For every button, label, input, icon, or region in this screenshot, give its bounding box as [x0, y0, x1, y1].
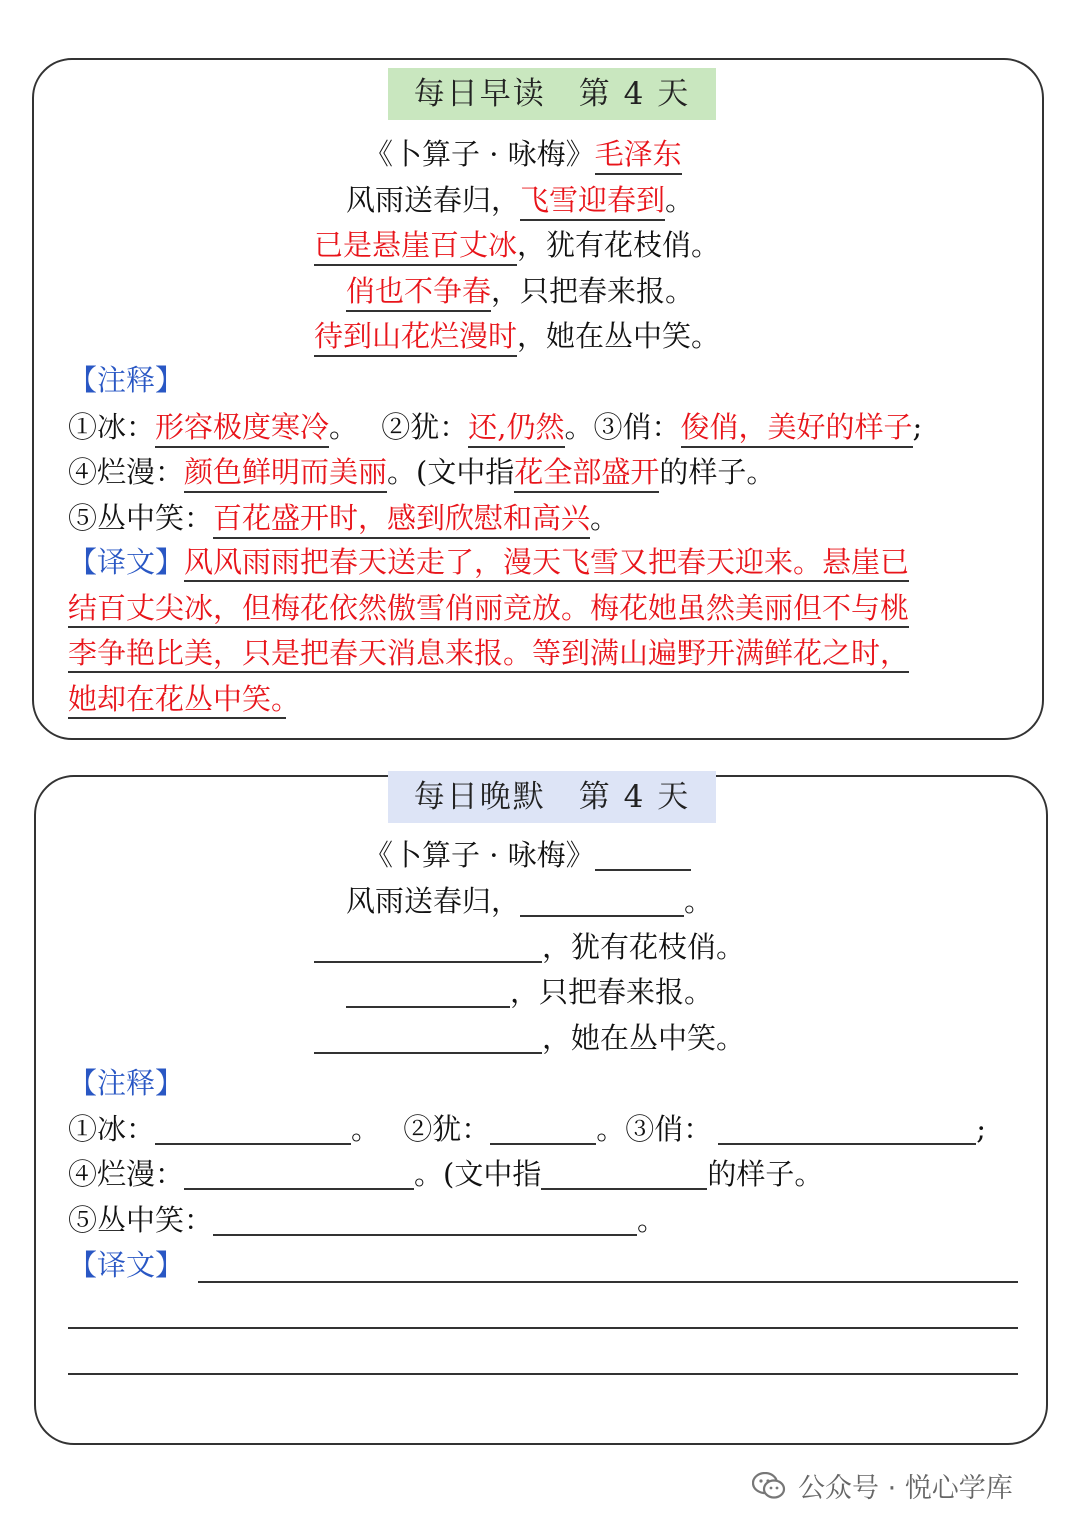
morning-reading-card [32, 58, 1044, 740]
fill-blank[interactable] [314, 933, 542, 963]
poem-line-1: 风雨送春归， 。 [346, 884, 714, 918]
fill-blank[interactable] [184, 1160, 414, 1190]
answer: 形容极度寒冷 [155, 410, 329, 448]
translation-line: 风风雨雨把春天送走了，漫天飞雪又把春天迎来。悬崖已 [184, 545, 909, 582]
notes-row-2: ④烂漫： 。(文中指 的样子。 [68, 1157, 824, 1191]
author-blank[interactable] [595, 841, 691, 871]
fill-blank[interactable] [718, 1115, 976, 1145]
notes-row-2: ④烂漫：颜色鲜明而美丽。(文中指花全部盛开的样子。 [68, 452, 775, 492]
morning-banner: 每日早读 第 4 天 [388, 68, 716, 120]
poem-line-2: ，犹有花枝俏。 [314, 927, 745, 967]
fill-blank[interactable] [490, 1115, 596, 1145]
notes-row-1: ①冰： 。 ②犹： 。③俏： ; [68, 1112, 987, 1146]
evening-banner: 每日晚默 第 4 天 [388, 771, 716, 823]
translation-blank-line[interactable] [198, 1281, 1018, 1283]
poem-line-3: 俏也不争春，只把春来报。 [346, 271, 694, 311]
evening-dictation-card [34, 775, 1048, 1445]
answer: 花全部盛开 [514, 455, 659, 493]
poem-title: 《卜算子 · 咏梅》 [364, 137, 595, 171]
fill-blank[interactable] [541, 1160, 707, 1190]
poem-line-1: 风雨送春归，飞雪迎春到。 [346, 180, 694, 220]
answer: 飞雪迎春到 [520, 183, 665, 221]
answer: 还,仍然 [468, 410, 564, 448]
translation-blank-line[interactable] [68, 1327, 1018, 1329]
wechat-icon [752, 1472, 786, 1500]
translation-line: 她却在花丛中笑。 [68, 682, 286, 719]
translation-blank-line[interactable] [68, 1373, 1018, 1375]
answer: 已是悬崖百丈冰 [314, 228, 517, 266]
translation-line: 结百丈尖冰，但梅花依然傲雪俏丽竞放。梅花她虽然美丽但不与桃 [68, 591, 909, 628]
notes-label: 【注释】 [68, 1066, 185, 1100]
poem-title-line [364, 134, 682, 174]
poem-title: 《卜算子 · 咏梅》 [364, 838, 595, 872]
poem-line-2: 已是悬崖百丈冰，犹有花枝俏。 [314, 225, 720, 265]
answer: 颜色鲜明而美丽 [184, 455, 387, 493]
translation-line: 李争艳比美，只是把春天消息来报。等到满山遍野开满鲜花之时， [68, 636, 909, 673]
translation-label: 【译文】 [68, 545, 185, 579]
fill-blank[interactable] [213, 1206, 637, 1236]
answer: 百花盛开时，感到欣慰和高兴 [213, 501, 590, 539]
poem-line-3: ，只把春来报。 [346, 972, 713, 1012]
translation-label: 【译文】 [68, 1248, 185, 1282]
poem-line-4: 待到山花烂漫时，她在丛中笑。 [314, 316, 720, 356]
poem-line-4: ，她在丛中笑。 [314, 1018, 745, 1058]
fill-blank[interactable] [346, 978, 510, 1008]
poem-author: 毛泽东 [595, 137, 682, 175]
translation-block [68, 540, 909, 722]
answer: 俊俏，美好的样子 [681, 410, 913, 448]
watermark [752, 1466, 1013, 1505]
notes-row-3: ⑤丛中笑：百花盛开时，感到欣慰和高兴。 [68, 498, 619, 538]
notes-row-1: ①冰：形容极度寒冷。 ②犹：还,仍然。③俏：俊俏，美好的样子; [68, 407, 922, 447]
fill-blank[interactable] [314, 1024, 542, 1054]
answer: 待到山花烂漫时 [314, 319, 517, 357]
fill-blank[interactable] [155, 1115, 351, 1145]
notes-label: 【注释】 [68, 363, 185, 397]
fill-blank[interactable] [520, 887, 684, 917]
watermark-text: 公众号 · 悦心学库 [798, 1473, 1013, 1504]
notes-row-3: ⑤丛中笑： 。 [68, 1203, 667, 1237]
poem-title-line [364, 835, 691, 875]
answer: 俏也不争春 [346, 274, 491, 312]
